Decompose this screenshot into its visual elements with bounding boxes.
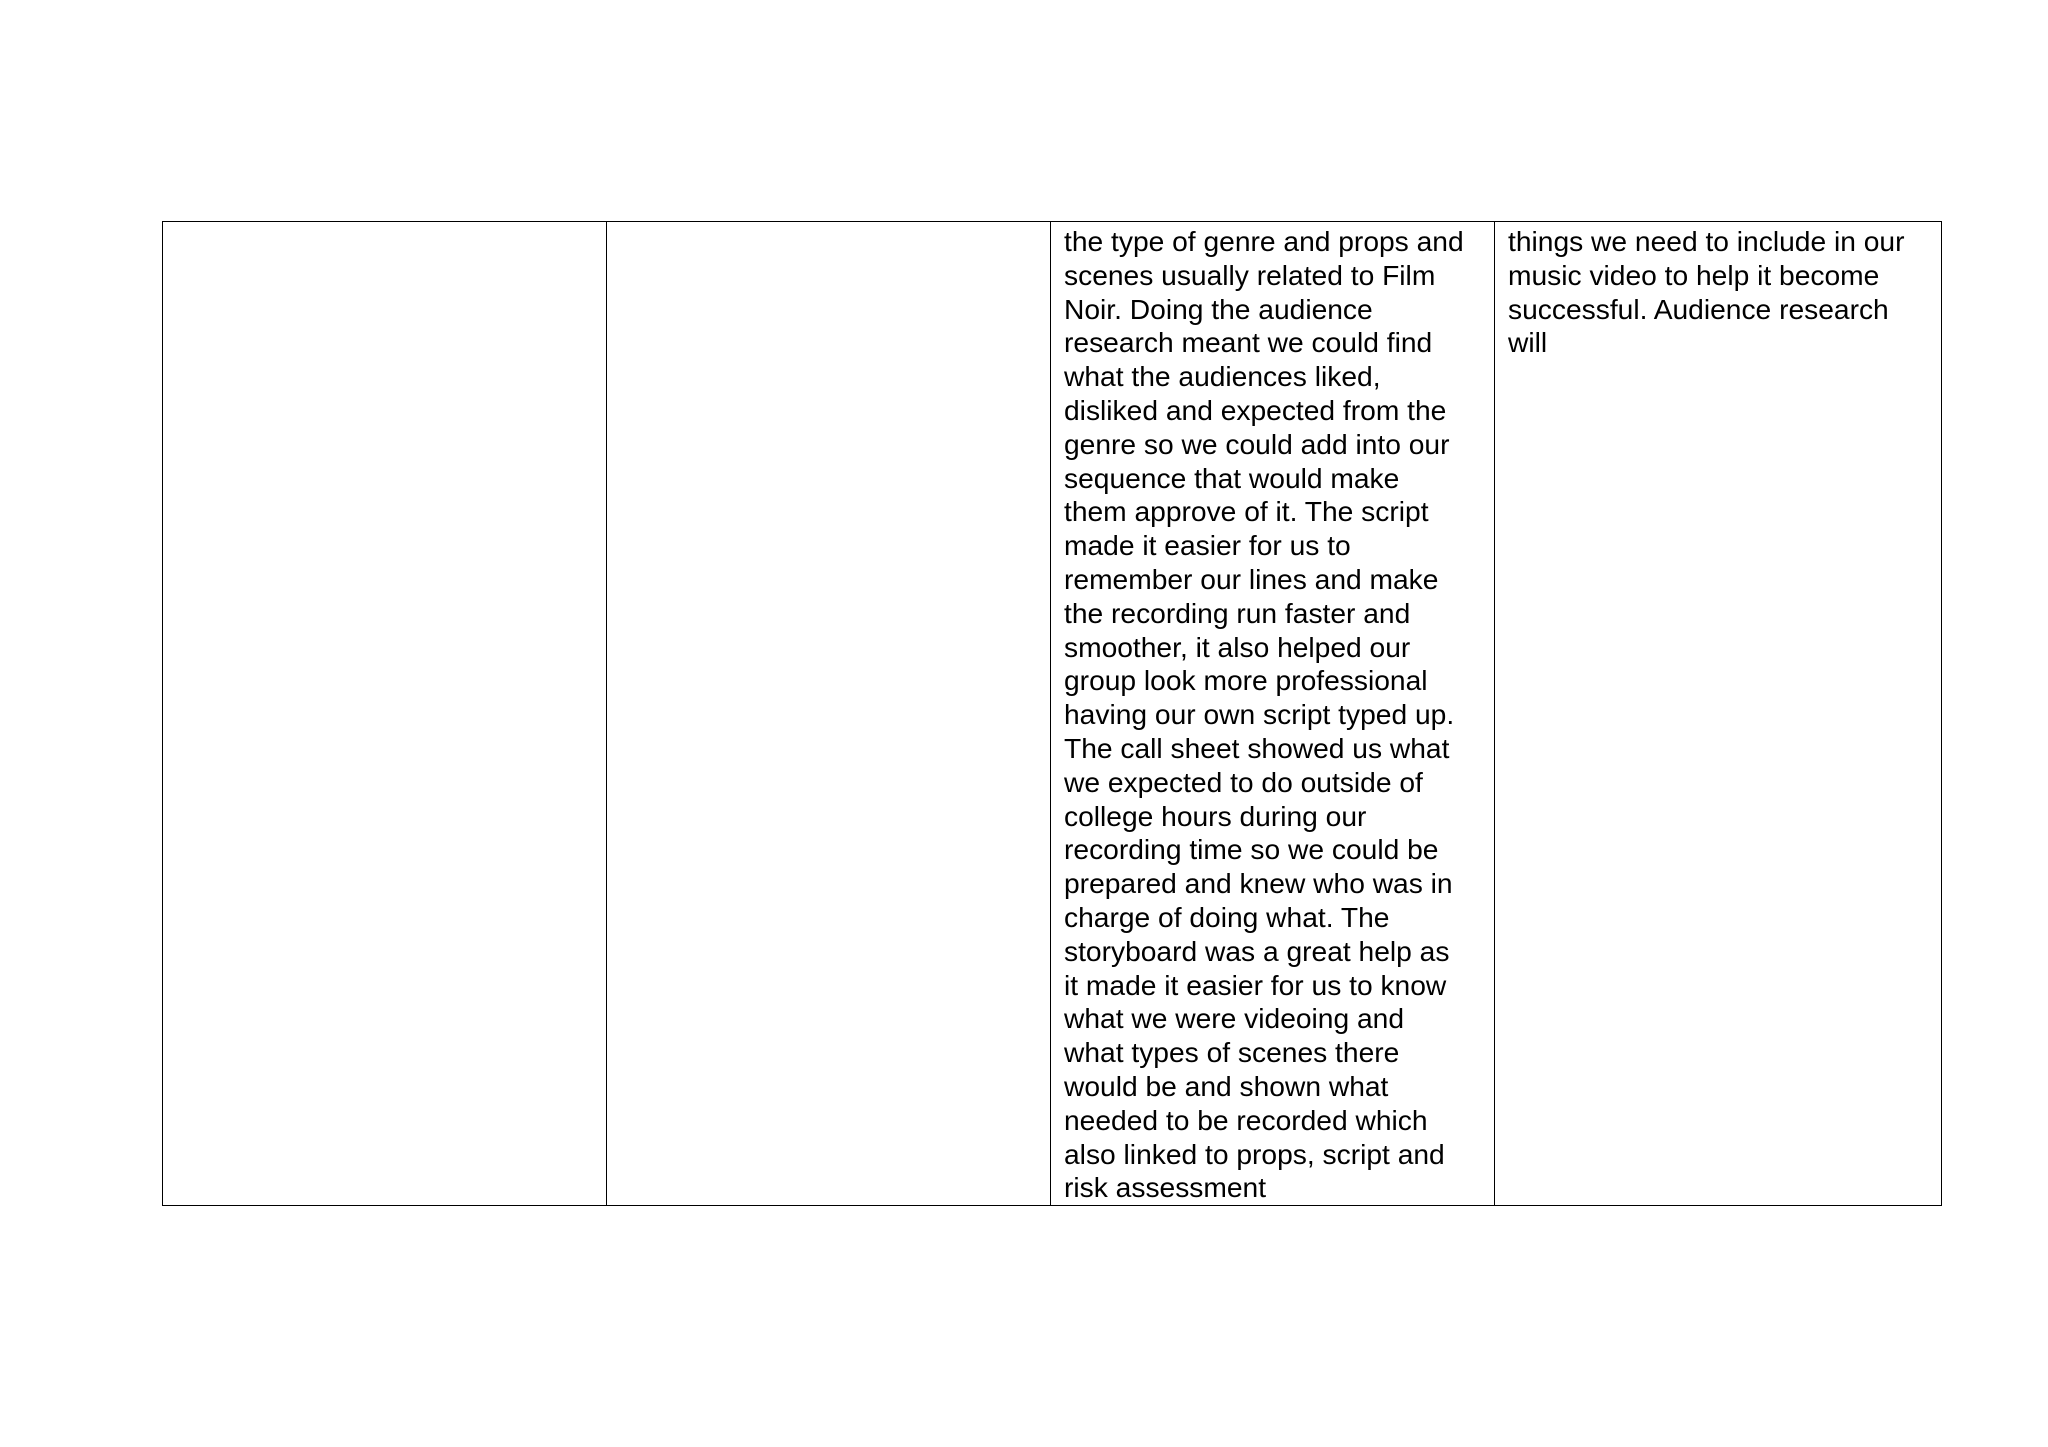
cell-text	[607, 222, 1050, 225]
content-table	[162, 221, 1942, 1206]
cell-text: the type of genre and props and scenes usually related to Film Noir. Doing the audience research meant we could find what the audiences liked, disliked and expected from the genre so we could add into our sequence that would make them approve of it. The script made it easier for us to remember our lines and make the recording run faster and smoother, it also helped our group look more professional having our own script typed up. The call sheet showed us what we expected to do outside of college hours during our recording time so we could be prepared and knew who was in charge of doing what. The storyboard was a great help as it made it easier for us to know what we were videoing and what types of scenes there would be and shown what needed to be recorded which also linked to props, script and risk assessment	[1064, 225, 1464, 1204]
table-row	[163, 222, 1942, 1206]
table-cell-column-3	[1051, 222, 1495, 1206]
cell-text	[163, 222, 606, 225]
table-cell-column-4	[1495, 222, 1942, 1206]
table-cell-column-2	[607, 222, 1051, 1206]
cell-text: things we need to include in our music video to help it become successful. Audience research will	[1508, 225, 1905, 359]
table-cell-column-1	[163, 222, 607, 1206]
